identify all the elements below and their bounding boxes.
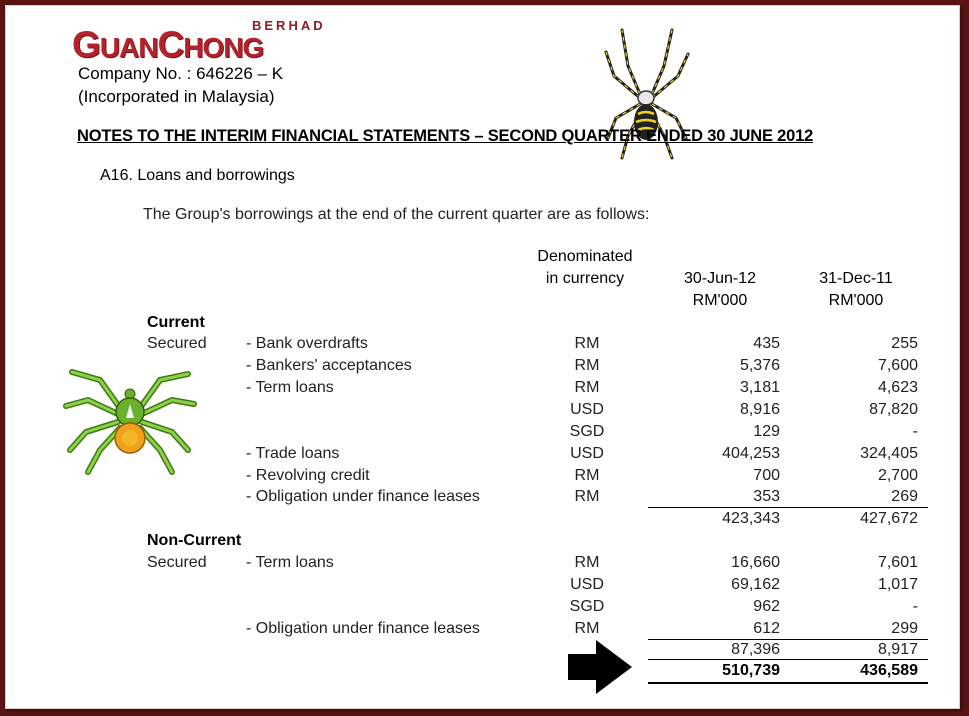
row-value-dec11: 87,820	[869, 401, 918, 418]
current-secured-label: Secured	[147, 335, 207, 352]
non-current-subtotal-dec11: 8,917	[877, 641, 918, 658]
current-subtotal-rule	[648, 507, 928, 508]
row-value-jun12: 69,162	[731, 576, 780, 593]
row-value-dec11: 299	[891, 620, 918, 637]
row-currency: RM	[574, 335, 600, 352]
total-bottom-rule	[648, 682, 928, 684]
row-value-dec11: -	[912, 423, 918, 440]
row-value-dec11: 255	[891, 335, 918, 352]
company-logo	[72, 18, 326, 65]
col-header-dec11-date: 31-Dec-11	[819, 270, 893, 287]
total-jun12: 510,739	[722, 662, 780, 679]
row-value-dec11: 2,700	[877, 467, 918, 484]
col-header-denominated	[520, 246, 650, 290]
row-value-dec11: 7,600	[877, 357, 918, 374]
logo-berhad: BERHAD	[252, 18, 326, 33]
row-value-dec11: 269	[891, 488, 918, 505]
logo-brand: GUANCHONG	[72, 24, 264, 65]
row-currency: RM	[574, 488, 600, 505]
row-value-dec11: 1,017	[877, 576, 918, 593]
row-value-jun12: 5,376	[739, 357, 780, 374]
row-desc: - Revolving credit	[246, 467, 370, 484]
row-currency: RM	[574, 357, 600, 374]
row-currency: RM	[574, 379, 600, 396]
row-desc: - Bankers' acceptances	[246, 357, 412, 374]
section-intro: The Group's borrowings at the end of the current quarter are as follows:	[143, 206, 650, 223]
row-currency: USD	[570, 445, 604, 462]
row-desc: - Term loans	[246, 379, 334, 396]
row-currency: USD	[570, 576, 604, 593]
company-number: Company No. : 646226 – K	[78, 64, 284, 83]
row-value-dec11: 324,405	[860, 445, 918, 462]
row-desc: - Trade loans	[246, 445, 340, 462]
row-desc: - Obligation under finance leases	[246, 620, 480, 637]
current-subtotal-dec11: 427,672	[860, 510, 918, 527]
row-currency: SGD	[569, 598, 605, 615]
row-value-dec11: 4,623	[877, 379, 918, 396]
row-currency: RM	[574, 554, 600, 571]
current-heading: Current	[147, 314, 205, 331]
col-header-dec11	[796, 268, 916, 312]
green-spider-icon	[60, 360, 200, 480]
total-top-rule	[648, 659, 928, 660]
row-value-jun12: 129	[753, 423, 780, 440]
row-currency: RM	[574, 467, 600, 484]
non-current-heading: Non-Current	[147, 532, 242, 549]
row-value-jun12: 16,660	[731, 554, 780, 571]
row-value-jun12: 435	[753, 335, 780, 352]
row-value-jun12: 612	[753, 620, 780, 637]
row-currency: SGD	[569, 423, 605, 440]
row-value-jun12: 3,181	[739, 379, 780, 396]
row-currency: RM	[574, 620, 600, 637]
col-header-jun12-unit: RM'000	[692, 292, 748, 309]
col-header-jun12-date: 30-Jun-12	[683, 270, 757, 287]
col-header-dec11-unit: RM'000	[828, 292, 884, 309]
row-value-jun12: 700	[753, 467, 780, 484]
non-current-secured-label: Secured	[147, 554, 207, 571]
total-dec11: 436,589	[860, 662, 918, 679]
row-value-jun12: 962	[753, 598, 780, 615]
current-subtotal-jun12: 423,343	[722, 510, 780, 527]
row-desc: - Obligation under finance leases	[246, 488, 480, 505]
col-header-denominated-line2: in currency	[545, 270, 625, 287]
notes-title: NOTES TO THE INTERIM FINANCIAL STATEMENTS – SECOND QUARTER ENDED 30 JUNE 2012	[77, 127, 814, 145]
row-desc: - Term loans	[246, 554, 334, 571]
row-value-dec11: -	[912, 598, 918, 615]
row-value-dec11: 7,601	[877, 554, 918, 571]
right-arrow-icon	[566, 638, 634, 696]
incorporation-note: (Incorporated in Malaysia)	[78, 87, 275, 106]
row-value-jun12: 8,916	[739, 401, 780, 418]
non-current-subtotal-jun12: 87,396	[731, 641, 780, 658]
row-value-jun12: 404,253	[722, 445, 780, 462]
row-value-jun12: 353	[753, 488, 780, 505]
section-title: A16. Loans and borrowings	[100, 167, 295, 184]
row-currency: USD	[570, 401, 604, 418]
col-header-jun12	[660, 268, 780, 312]
row-desc: - Bank overdrafts	[246, 335, 368, 352]
col-header-denominated-line1: Denominated	[537, 248, 633, 265]
